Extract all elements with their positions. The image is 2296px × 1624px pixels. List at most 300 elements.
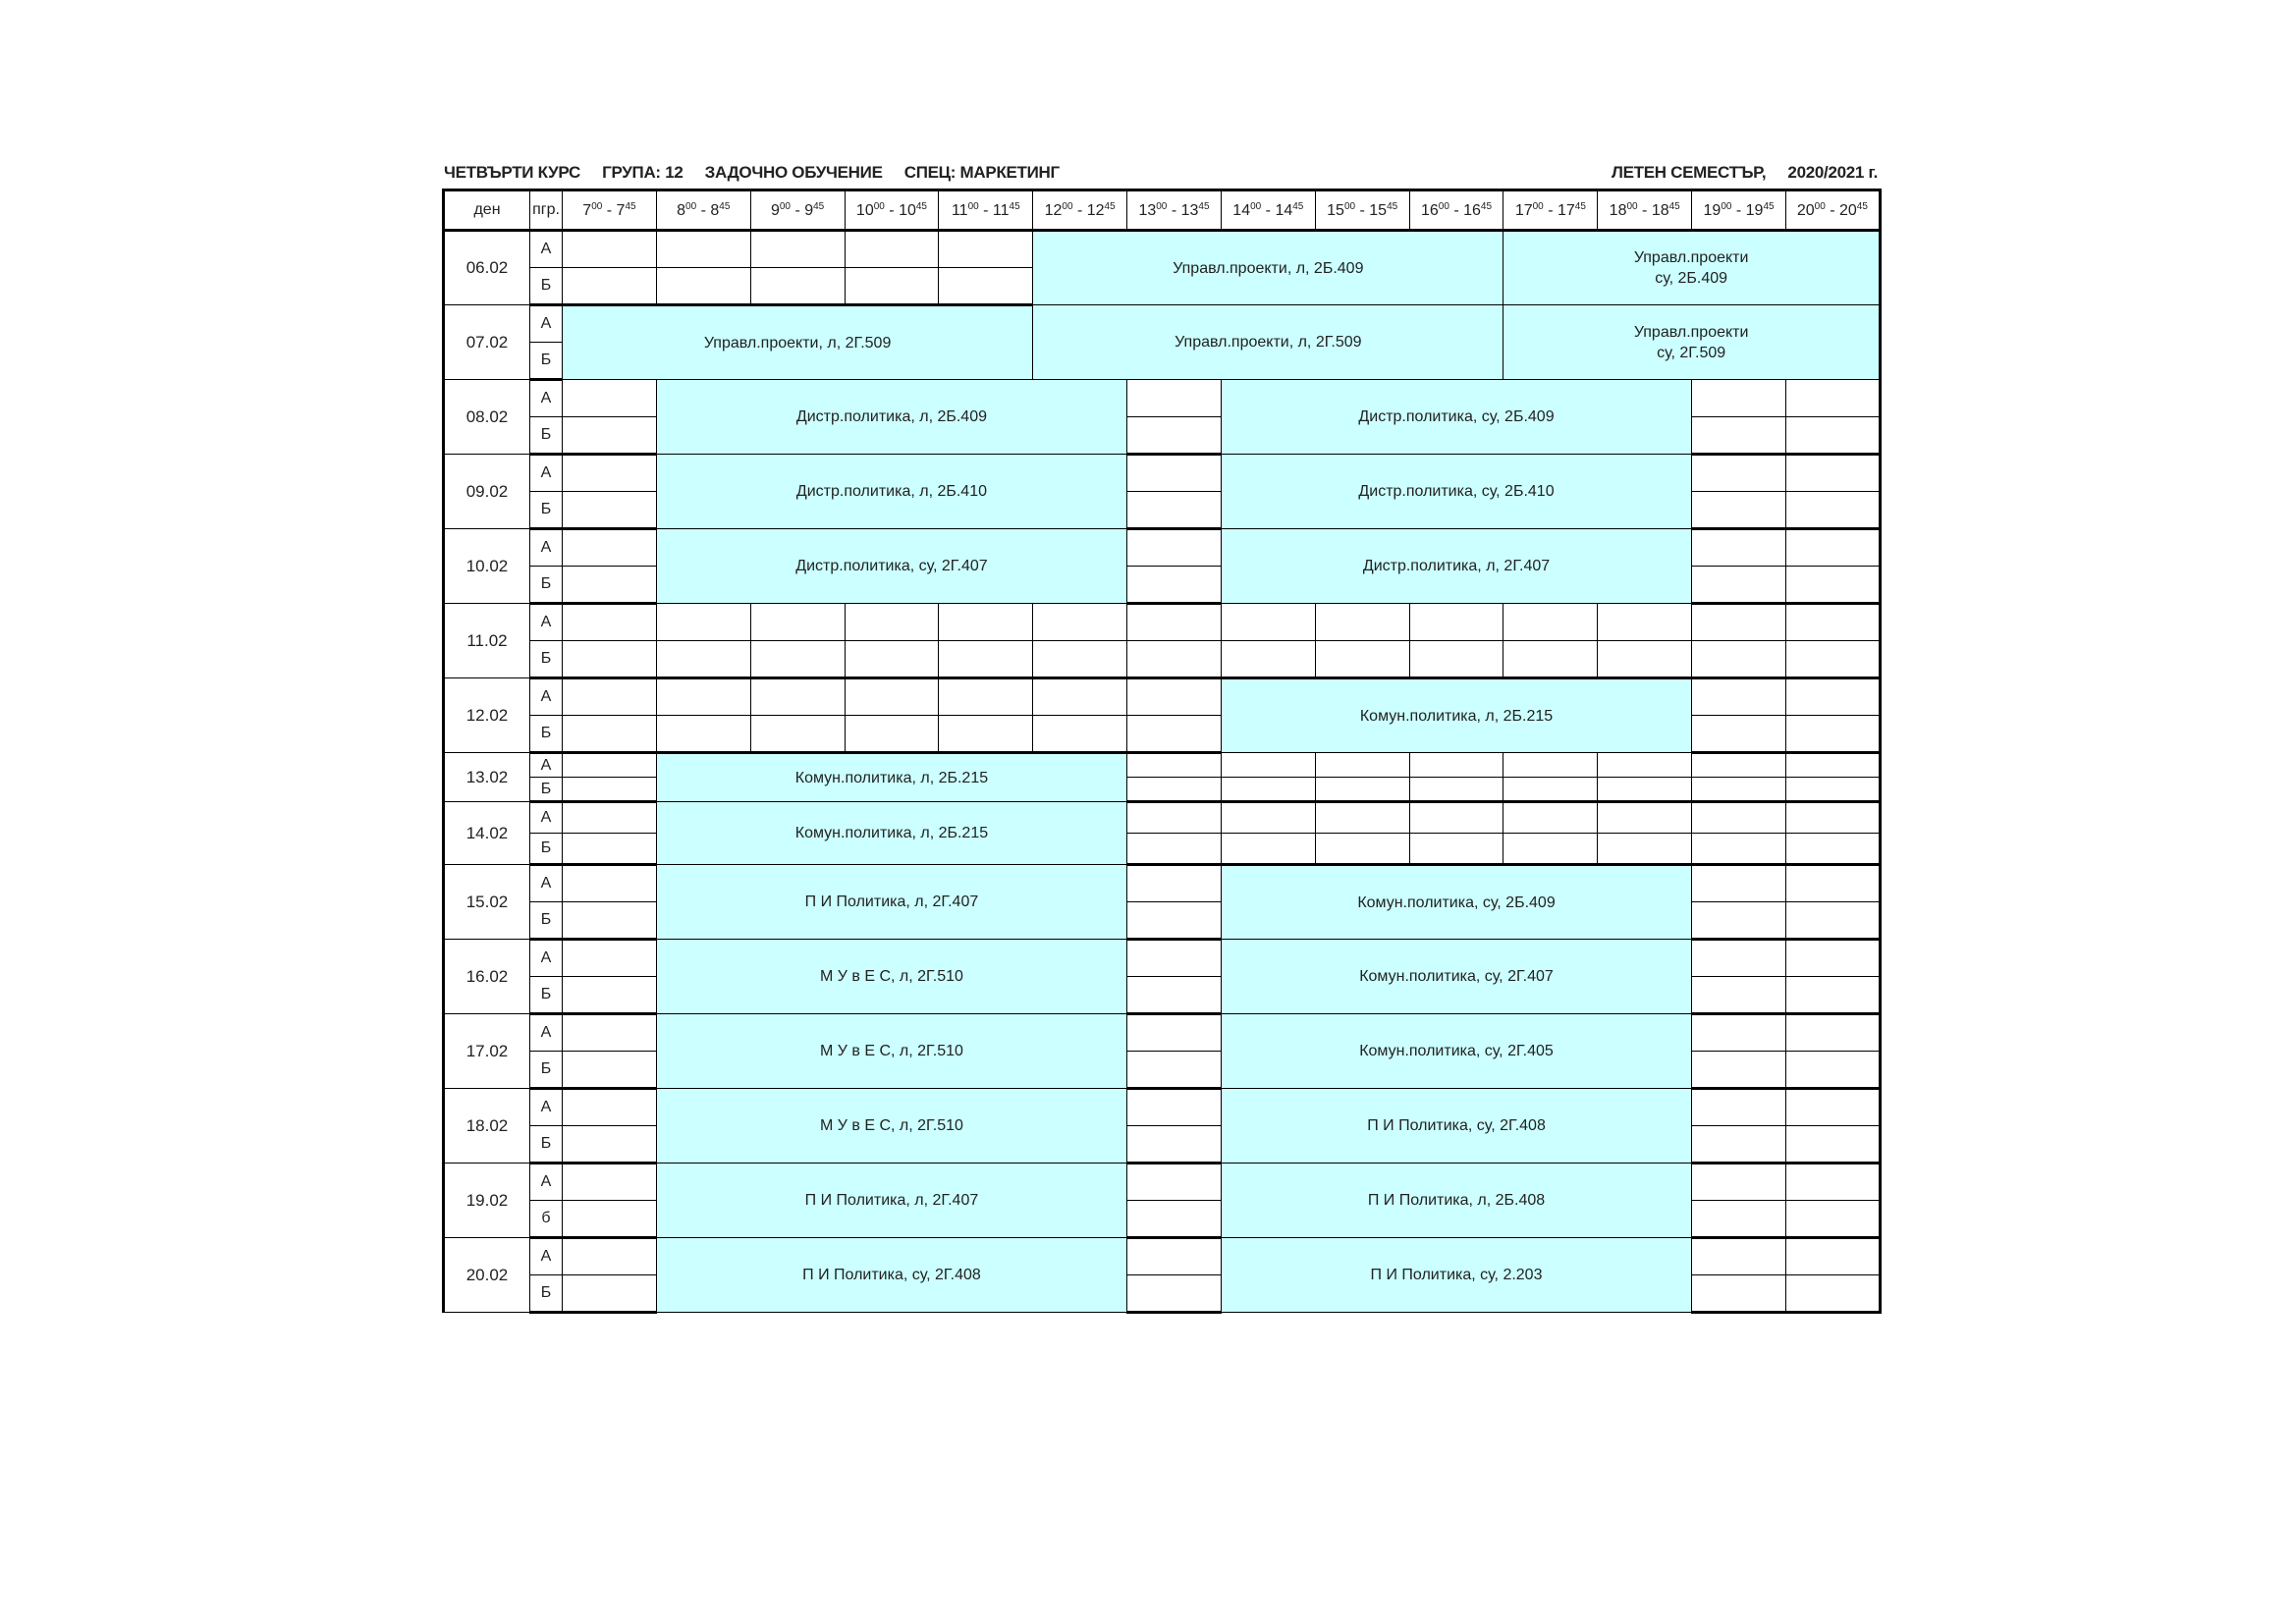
column-slot [1692,190,1786,231]
subgroup-a: А [530,1014,563,1052]
empty-slot [1127,753,1222,778]
slot-end-min: 45 [1387,200,1398,212]
empty-slot [1127,865,1222,902]
slot-end-hour: 12 [1086,201,1105,219]
slot-start-hour: 12 [1044,201,1063,219]
empty-slot [1127,455,1222,492]
column-slot [845,190,939,231]
empty-slot [563,268,657,305]
subgroup-b: б [530,1201,563,1238]
subgroup-a: А [530,940,563,977]
slot-end-hour: 11 [992,201,1010,219]
subgroup-b: Б [530,778,563,802]
lesson-block: П И Политика, л, 2Б.408 [1221,1164,1691,1238]
empty-slot [1785,417,1880,455]
empty-slot [845,678,939,716]
header-right: ЛЕТЕН СЕМЕСТЪР, 2020/2021 г. [1611,163,1878,182]
day-row-a [444,1238,1881,1275]
empty-slot [845,641,939,678]
empty-slot [1598,604,1692,641]
day-row-a [444,802,1881,834]
subgroup-b: Б [530,1052,563,1089]
empty-slot [1127,1238,1222,1275]
schedule-table [442,189,1882,1314]
lesson-block: Комун.политика, л, 2Б.215 [656,753,1126,802]
slot-separator: - [884,201,900,219]
empty-slot [1127,678,1222,716]
day-date: 18.02 [444,1089,530,1164]
empty-slot [1692,455,1786,492]
empty-slot [1785,977,1880,1014]
day-row-a [444,865,1881,902]
empty-slot [1503,604,1598,641]
empty-slot [845,268,939,305]
empty-slot [1692,865,1786,902]
empty-slot [1221,753,1315,778]
empty-slot [1127,492,1222,529]
lesson-block: Управл.проекти су, 2Г.509 [1503,305,1880,380]
empty-slot [563,753,657,778]
slot-end-min: 45 [915,200,927,212]
empty-slot [1221,604,1315,641]
day-row-a [444,678,1881,716]
slot-end-min: 45 [1198,200,1210,212]
empty-slot [656,604,750,641]
empty-slot [939,641,1033,678]
slot-start-min: 00 [685,200,697,212]
slot-start-min: 00 [1721,200,1732,212]
lesson-block: П И Политика, л, 2Г.407 [656,1164,1126,1238]
empty-slot [1785,1201,1880,1238]
subgroup-a: А [530,865,563,902]
empty-slot [1315,778,1409,802]
lesson-block: П И Политика, л, 2Г.407 [656,865,1126,940]
slot-separator: - [1449,201,1464,219]
day-date: 20.02 [444,1238,530,1313]
day-date: 08.02 [444,380,530,455]
slot-end-hour: 15 [1369,201,1388,219]
lesson-block: Дистр.политика, л, 2Б.409 [656,380,1126,455]
empty-slot [563,641,657,678]
day-row-b [444,641,1881,678]
empty-slot [1692,940,1786,977]
empty-slot [1409,604,1503,641]
empty-slot [1692,802,1786,834]
empty-slot [1503,641,1598,678]
empty-slot [1692,716,1786,753]
column-slot [656,190,750,231]
slot-start-hour: 15 [1327,201,1344,219]
empty-slot [1692,1052,1786,1089]
slot-start-min: 00 [873,200,885,212]
empty-slot [1692,604,1786,641]
empty-slot [1785,940,1880,977]
empty-slot [563,1275,657,1313]
empty-slot [1033,716,1127,753]
empty-slot [750,231,845,268]
subgroup-a: А [530,455,563,492]
day-date: 19.02 [444,1164,530,1238]
empty-slot [1503,834,1598,865]
empty-slot [1598,778,1692,802]
empty-slot [1692,1238,1786,1275]
subgroup-a: А [530,231,563,268]
empty-slot [1315,834,1409,865]
empty-slot [563,1089,657,1126]
empty-slot [1692,380,1786,417]
lesson-block: Управл.проекти, л, 2Г.509 [1033,305,1503,380]
empty-slot [1785,1052,1880,1089]
column-slot [1785,190,1880,231]
slot-end-hour: 9 [804,201,814,219]
empty-slot [1127,1126,1222,1164]
empty-slot [1785,1014,1880,1052]
empty-slot [1785,641,1880,678]
slot-end-min: 45 [625,200,636,212]
empty-slot [1409,641,1503,678]
empty-slot [563,1164,657,1201]
empty-slot [845,231,939,268]
empty-slot [1785,802,1880,834]
column-slot [1127,190,1222,231]
empty-slot [1033,678,1127,716]
subgroup-b: Б [530,492,563,529]
empty-slot [656,641,750,678]
slot-end-hour: 7 [616,201,626,219]
empty-slot [1409,834,1503,865]
slot-end-min: 45 [813,200,825,212]
day-date: 09.02 [444,455,530,529]
column-day: ден [444,190,530,231]
empty-slot [1127,1052,1222,1089]
empty-slot [1221,834,1315,865]
column-slot [1221,190,1315,231]
slot-start-hour: 14 [1232,201,1251,219]
empty-slot [1692,678,1786,716]
lesson-block: Дистр.политика, су, 2Б.410 [1221,455,1691,529]
empty-slot [563,678,657,716]
empty-slot [563,567,657,604]
empty-slot [1127,567,1222,604]
empty-slot [1785,1275,1880,1313]
empty-slot [845,716,939,753]
empty-slot [1598,641,1692,678]
slot-end-min: 45 [1574,200,1586,212]
slot-end-hour: 17 [1557,201,1575,219]
slot-start-min: 00 [1156,200,1168,212]
day-row-a [444,940,1881,977]
empty-slot [1221,641,1315,678]
slot-end-min: 45 [1668,200,1680,212]
slot-end-min: 45 [719,200,731,212]
empty-slot [1315,802,1409,834]
empty-slot [563,1126,657,1164]
column-subgroup: пгр. [530,190,563,231]
empty-slot [1692,492,1786,529]
subgroup-a: А [530,380,563,417]
slot-start-min: 00 [1532,200,1544,212]
empty-slot [1127,604,1222,641]
slot-start-min: 00 [591,200,603,212]
slot-separator: - [602,201,617,219]
slot-start-min: 00 [967,200,979,212]
day-date: 06.02 [444,231,530,305]
empty-slot [750,268,845,305]
lesson-block: Комун.политика, су, 2Г.405 [1221,1014,1691,1089]
empty-slot [563,902,657,940]
column-slot [1503,190,1598,231]
day-date: 11.02 [444,604,530,678]
column-slot [1033,190,1127,231]
empty-slot [1409,753,1503,778]
empty-slot [1127,834,1222,865]
slot-start-hour: 7 [582,201,592,219]
subgroup-b: Б [530,268,563,305]
slot-end-min: 45 [1856,200,1868,212]
empty-slot [1127,940,1222,977]
schedule-body [444,231,1881,1313]
lesson-block: М У в Е С, л, 2Г.510 [656,940,1126,1014]
day-date: 07.02 [444,305,530,380]
slot-separator: - [1355,201,1370,219]
empty-slot [939,604,1033,641]
empty-slot [1692,567,1786,604]
slot-start-min: 00 [1626,200,1638,212]
slot-end-hour: 16 [1463,201,1481,219]
slot-start-hour: 13 [1138,201,1157,219]
empty-slot [1785,716,1880,753]
empty-slot [1692,641,1786,678]
slot-start-hour: 20 [1796,201,1815,219]
slot-end-hour: 19 [1745,201,1764,219]
day-row-a [444,753,1881,778]
empty-slot [563,834,657,865]
slot-separator: - [1261,201,1276,219]
lesson-block: Комун.политика, су, 2Г.407 [1221,940,1691,1014]
empty-slot [1503,802,1598,834]
slot-end-hour: 13 [1180,201,1199,219]
slot-start-hour: 8 [677,201,686,219]
subgroup-a: А [530,753,563,778]
lesson-block: Комун.политика, су, 2Б.409 [1221,865,1691,940]
subgroup-b: Б [530,1126,563,1164]
slot-separator: - [1167,201,1181,219]
subgroup-b: Б [530,716,563,753]
empty-slot [1785,1126,1880,1164]
day-date: 16.02 [444,940,530,1014]
empty-slot [1785,380,1880,417]
subgroup-a: А [530,1164,563,1201]
empty-slot [1127,417,1222,455]
empty-slot [1127,1275,1222,1313]
empty-slot [1692,417,1786,455]
empty-slot [563,1014,657,1052]
empty-slot [1127,802,1222,834]
slot-start-hour: 19 [1703,201,1722,219]
empty-slot [563,529,657,567]
empty-slot [1127,1014,1222,1052]
empty-slot [1692,778,1786,802]
empty-slot [1692,902,1786,940]
slot-separator: - [1731,201,1746,219]
slot-end-min: 45 [1292,200,1304,212]
empty-slot [563,802,657,834]
empty-slot [1692,529,1786,567]
slot-start-hour: 10 [855,201,874,219]
empty-slot [1785,902,1880,940]
empty-slot [1127,1164,1222,1201]
empty-slot [1598,834,1692,865]
empty-slot [656,231,750,268]
empty-slot [563,231,657,268]
empty-slot [656,678,750,716]
lesson-block: Комун.политика, л, 2Б.215 [1221,678,1691,753]
slot-start-hour: 16 [1420,201,1439,219]
empty-slot [1785,753,1880,778]
lesson-block: Дистр.политика, су, 2Г.407 [656,529,1126,604]
empty-slot [1692,1089,1786,1126]
empty-slot [750,678,845,716]
lesson-block: П И Политика, су, 2.203 [1221,1238,1691,1313]
day-row-a [444,529,1881,567]
empty-slot [750,716,845,753]
day-row-a [444,1089,1881,1126]
empty-slot [1692,1126,1786,1164]
empty-slot [563,865,657,902]
slot-end-hour: 14 [1275,201,1293,219]
empty-slot [563,940,657,977]
empty-slot [1127,716,1222,753]
empty-slot [656,716,750,753]
empty-slot [1315,753,1409,778]
day-date: 17.02 [444,1014,530,1089]
subgroup-b: Б [530,834,563,865]
day-date: 13.02 [444,753,530,802]
empty-slot [750,641,845,678]
empty-slot [1221,778,1315,802]
subgroup-a: А [530,529,563,567]
empty-slot [563,417,657,455]
lesson-block: Управл.проекти, л, 2Г.509 [563,305,1033,380]
slot-start-hour: 17 [1514,201,1533,219]
subgroup-a: А [530,604,563,641]
empty-slot [1785,604,1880,641]
empty-slot [939,678,1033,716]
empty-slot [1127,902,1222,940]
lesson-block: Управл.проекти су, 2Б.409 [1503,231,1880,305]
slot-end-min: 45 [1009,200,1020,212]
lesson-block: Управл.проекти, л, 2Б.409 [1033,231,1503,305]
empty-slot [1785,1089,1880,1126]
empty-slot [1692,977,1786,1014]
slot-separator: - [1072,201,1087,219]
subgroup-b: Б [530,1275,563,1313]
slot-start-min: 00 [1438,200,1449,212]
slot-start-min: 00 [1814,200,1826,212]
empty-slot [1315,641,1409,678]
header-left: ЧЕТВЪРТИ КУРС ГРУПА: 12 ЗАДОЧНО ОБУЧЕНИЕ СПЕЦ: МАРКЕТИНГ [444,163,1060,182]
lesson-block: Дистр.политика, л, 2Б.410 [656,455,1126,529]
empty-slot [563,380,657,417]
slot-start-hour: 18 [1609,201,1627,219]
column-slot [939,190,1033,231]
slot-end-hour: 20 [1839,201,1857,219]
empty-slot [1692,1014,1786,1052]
empty-slot [563,604,657,641]
empty-slot [1033,604,1127,641]
day-row-a [444,380,1881,417]
lesson-block: П И Политика, су, 2Г.408 [1221,1089,1691,1164]
empty-slot [1692,1201,1786,1238]
slot-end-hour: 8 [710,201,720,219]
subgroup-b: Б [530,902,563,940]
subgroup-a: А [530,1238,563,1275]
slot-end-hour: 10 [899,201,916,219]
subgroup-b: Б [530,641,563,678]
day-row-a [444,1014,1881,1052]
day-row-a [444,604,1881,641]
slot-start-min: 00 [779,200,791,212]
slot-end-min: 45 [1763,200,1775,212]
empty-slot [1127,778,1222,802]
slot-start-min: 00 [1062,200,1073,212]
day-row-a [444,1164,1881,1201]
subgroup-b: Б [530,343,563,380]
subgroup-b: Б [530,417,563,455]
empty-slot [1127,641,1222,678]
empty-slot [1785,778,1880,802]
day-row-a [444,455,1881,492]
empty-slot [1127,977,1222,1014]
day-date: 12.02 [444,678,530,753]
day-row-a [444,231,1881,268]
empty-slot [1033,641,1127,678]
column-slot [750,190,845,231]
empty-slot [1692,834,1786,865]
empty-slot [1692,753,1786,778]
empty-slot [563,1052,657,1089]
schedule-header [444,163,1878,185]
empty-slot [1127,1089,1222,1126]
empty-slot [1598,802,1692,834]
empty-slot [1785,678,1880,716]
empty-slot [1785,1238,1880,1275]
lesson-block: П И Политика, су, 2Г.408 [656,1238,1126,1313]
empty-slot [1221,802,1315,834]
lesson-block: Дистр.политика, л, 2Г.407 [1221,529,1691,604]
empty-slot [1785,492,1880,529]
lesson-block: М У в Е С, л, 2Г.510 [656,1089,1126,1164]
slot-start-min: 00 [1250,200,1262,212]
slot-separator: - [791,201,805,219]
subgroup-b: Б [530,977,563,1014]
empty-slot [1785,865,1880,902]
empty-slot [563,977,657,1014]
day-date: 10.02 [444,529,530,604]
empty-slot [1692,1275,1786,1313]
column-slot [1598,190,1692,231]
slot-separator: - [696,201,711,219]
slot-end-min: 45 [1104,200,1116,212]
empty-slot [939,716,1033,753]
subgroup-a: А [530,802,563,834]
empty-slot [1598,753,1692,778]
slot-start-hour: 11 [951,201,968,219]
slot-end-min: 45 [1480,200,1493,212]
empty-slot [845,604,939,641]
empty-slot [1503,753,1598,778]
subgroup-a: А [530,1089,563,1126]
